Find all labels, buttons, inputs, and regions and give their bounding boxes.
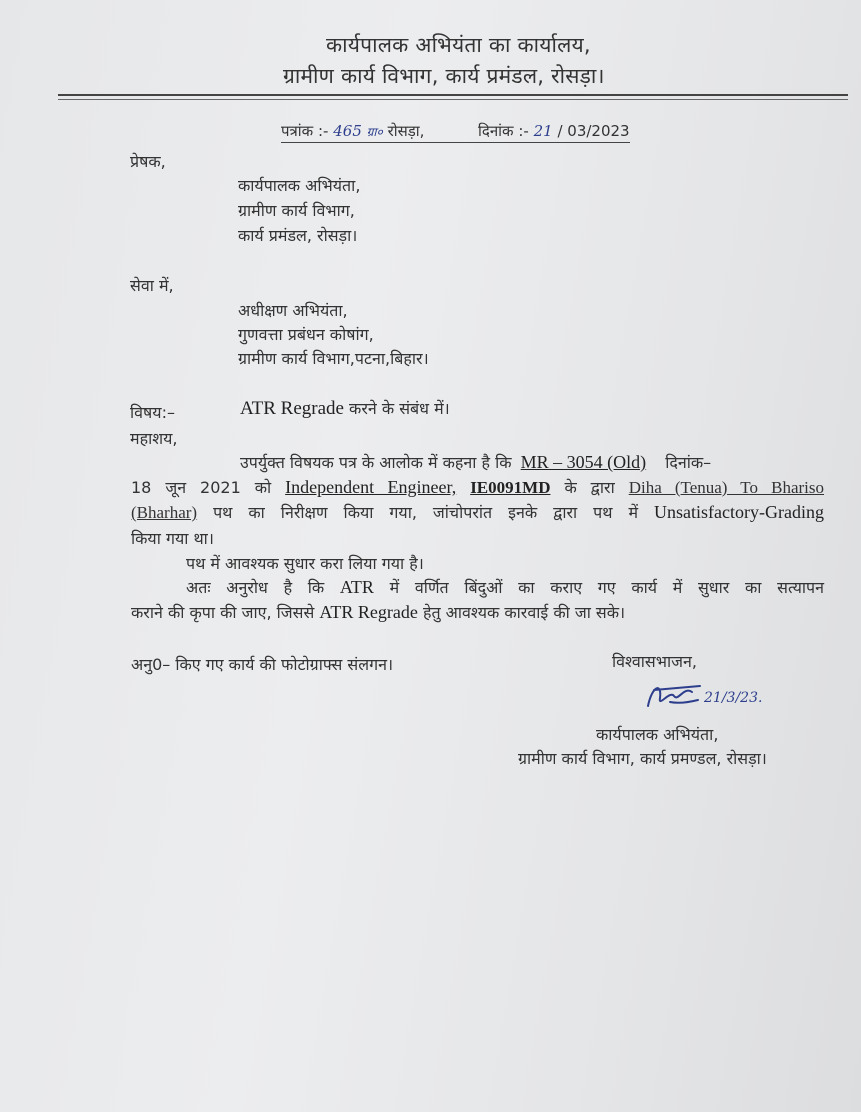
body-text: पथ का निरीक्षण किया गया, जांचोपरांत इनके द्वारा पथ में [213, 503, 639, 522]
signature-date: 21/3/23. [704, 690, 763, 706]
reference-line [281, 121, 630, 143]
engineer-name: Independent Engineer, [285, 477, 457, 497]
enclosure-note: अनु0– किए गए कार्य की फोटोग्राफ्स संलगन। [131, 655, 394, 674]
body-line-6 [186, 576, 824, 598]
road-name-cont: (Bharhar) [131, 503, 198, 522]
salutation: महाशय, [130, 429, 178, 448]
subject-label: विषय:– [130, 403, 175, 422]
recipient-line-2: गुणवत्ता प्रबंधन कोषांग, [238, 325, 374, 344]
valediction: विश्वासभाजन, [612, 652, 697, 671]
dinank-label: दिनांक :- [477, 122, 529, 140]
sender-line-1: कार्यपालक अभियंता, [238, 176, 361, 195]
body-text: दिनांक– [665, 453, 712, 472]
recipient-label: सेवा में, [130, 276, 174, 295]
body-text: 18 जून 2021 को [131, 478, 272, 497]
body-line-2 [131, 476, 824, 498]
body-line-3 [131, 501, 824, 523]
header-divider-thick [58, 94, 848, 96]
subject-latin: ATR Regrade [240, 398, 344, 419]
subject-hindi: करने के संबंध में। [349, 399, 450, 418]
road-name: Diha (Tenua) To Bhariso [628, 478, 824, 497]
body-text: हेतु आवश्यक कारवाई की जा सके। [422, 603, 626, 622]
sender-line-3: कार्य प्रमंडल, रोसड़ा। [238, 226, 358, 245]
patrank-label: पत्रांक :- [281, 122, 329, 140]
body-text: अतः अनुरोध है कि [186, 578, 325, 597]
grading-text: Unsatisfactory-Grading [654, 502, 824, 522]
header-divider-thin [58, 99, 848, 100]
office-address: ग्रामीण कार्य विभाग, कार्य प्रमंडल, रोसड़ा। [283, 64, 605, 88]
body-text: उपर्युक्त विषयक पत्र के आलोक में कहना है कि [240, 453, 512, 472]
sender-line-2: ग्रामीण कार्य विभाग, [238, 201, 355, 220]
patrank-place: रोसड़ा, [387, 122, 425, 140]
engineer-code: IE0091MD [470, 478, 551, 497]
body-line-4: किया गया था। [131, 529, 214, 548]
patrank-suffix: ग्रा० [366, 125, 383, 139]
sender-label: प्रेषक, [130, 152, 166, 171]
recipient-line-3: ग्रामीण कार्य विभाग,पटना,बिहार। [238, 349, 429, 368]
body-text: के द्वारा [564, 478, 615, 497]
subject-line [240, 397, 450, 420]
atr-text: ATR [339, 577, 374, 597]
patrank-number: 465 [333, 122, 362, 140]
mr-reference: MR – 3054 (Old) [520, 452, 647, 472]
body-line-5: पथ में आवश्यक सुधार करा लिया गया है। [186, 554, 424, 573]
office-title: कार्यपालक अभियंता का कार्यालय, [326, 33, 591, 57]
body-line-7 [131, 601, 625, 623]
signatory-designation: कार्यपालक अभियंता, [596, 725, 719, 744]
body-text: में वर्णित बिंदुओं का कराए गए कार्य में सुधार का सत्यापन [389, 578, 824, 597]
signatory-office: ग्रामीण कार्य विभाग, कार्य प्रमण्डल, रोसड़ा। [518, 749, 767, 768]
dinank-day: 21 [533, 122, 553, 140]
recipient-line-1: अधीक्षण अभियंता, [238, 301, 348, 320]
body-text: कराने की कृपा की जाए, जिससे [131, 603, 315, 622]
dinank-rest: / 03/2023 [557, 122, 630, 140]
body-line-1 [240, 451, 711, 473]
atr-regrade-text: ATR Regrade [319, 602, 418, 622]
